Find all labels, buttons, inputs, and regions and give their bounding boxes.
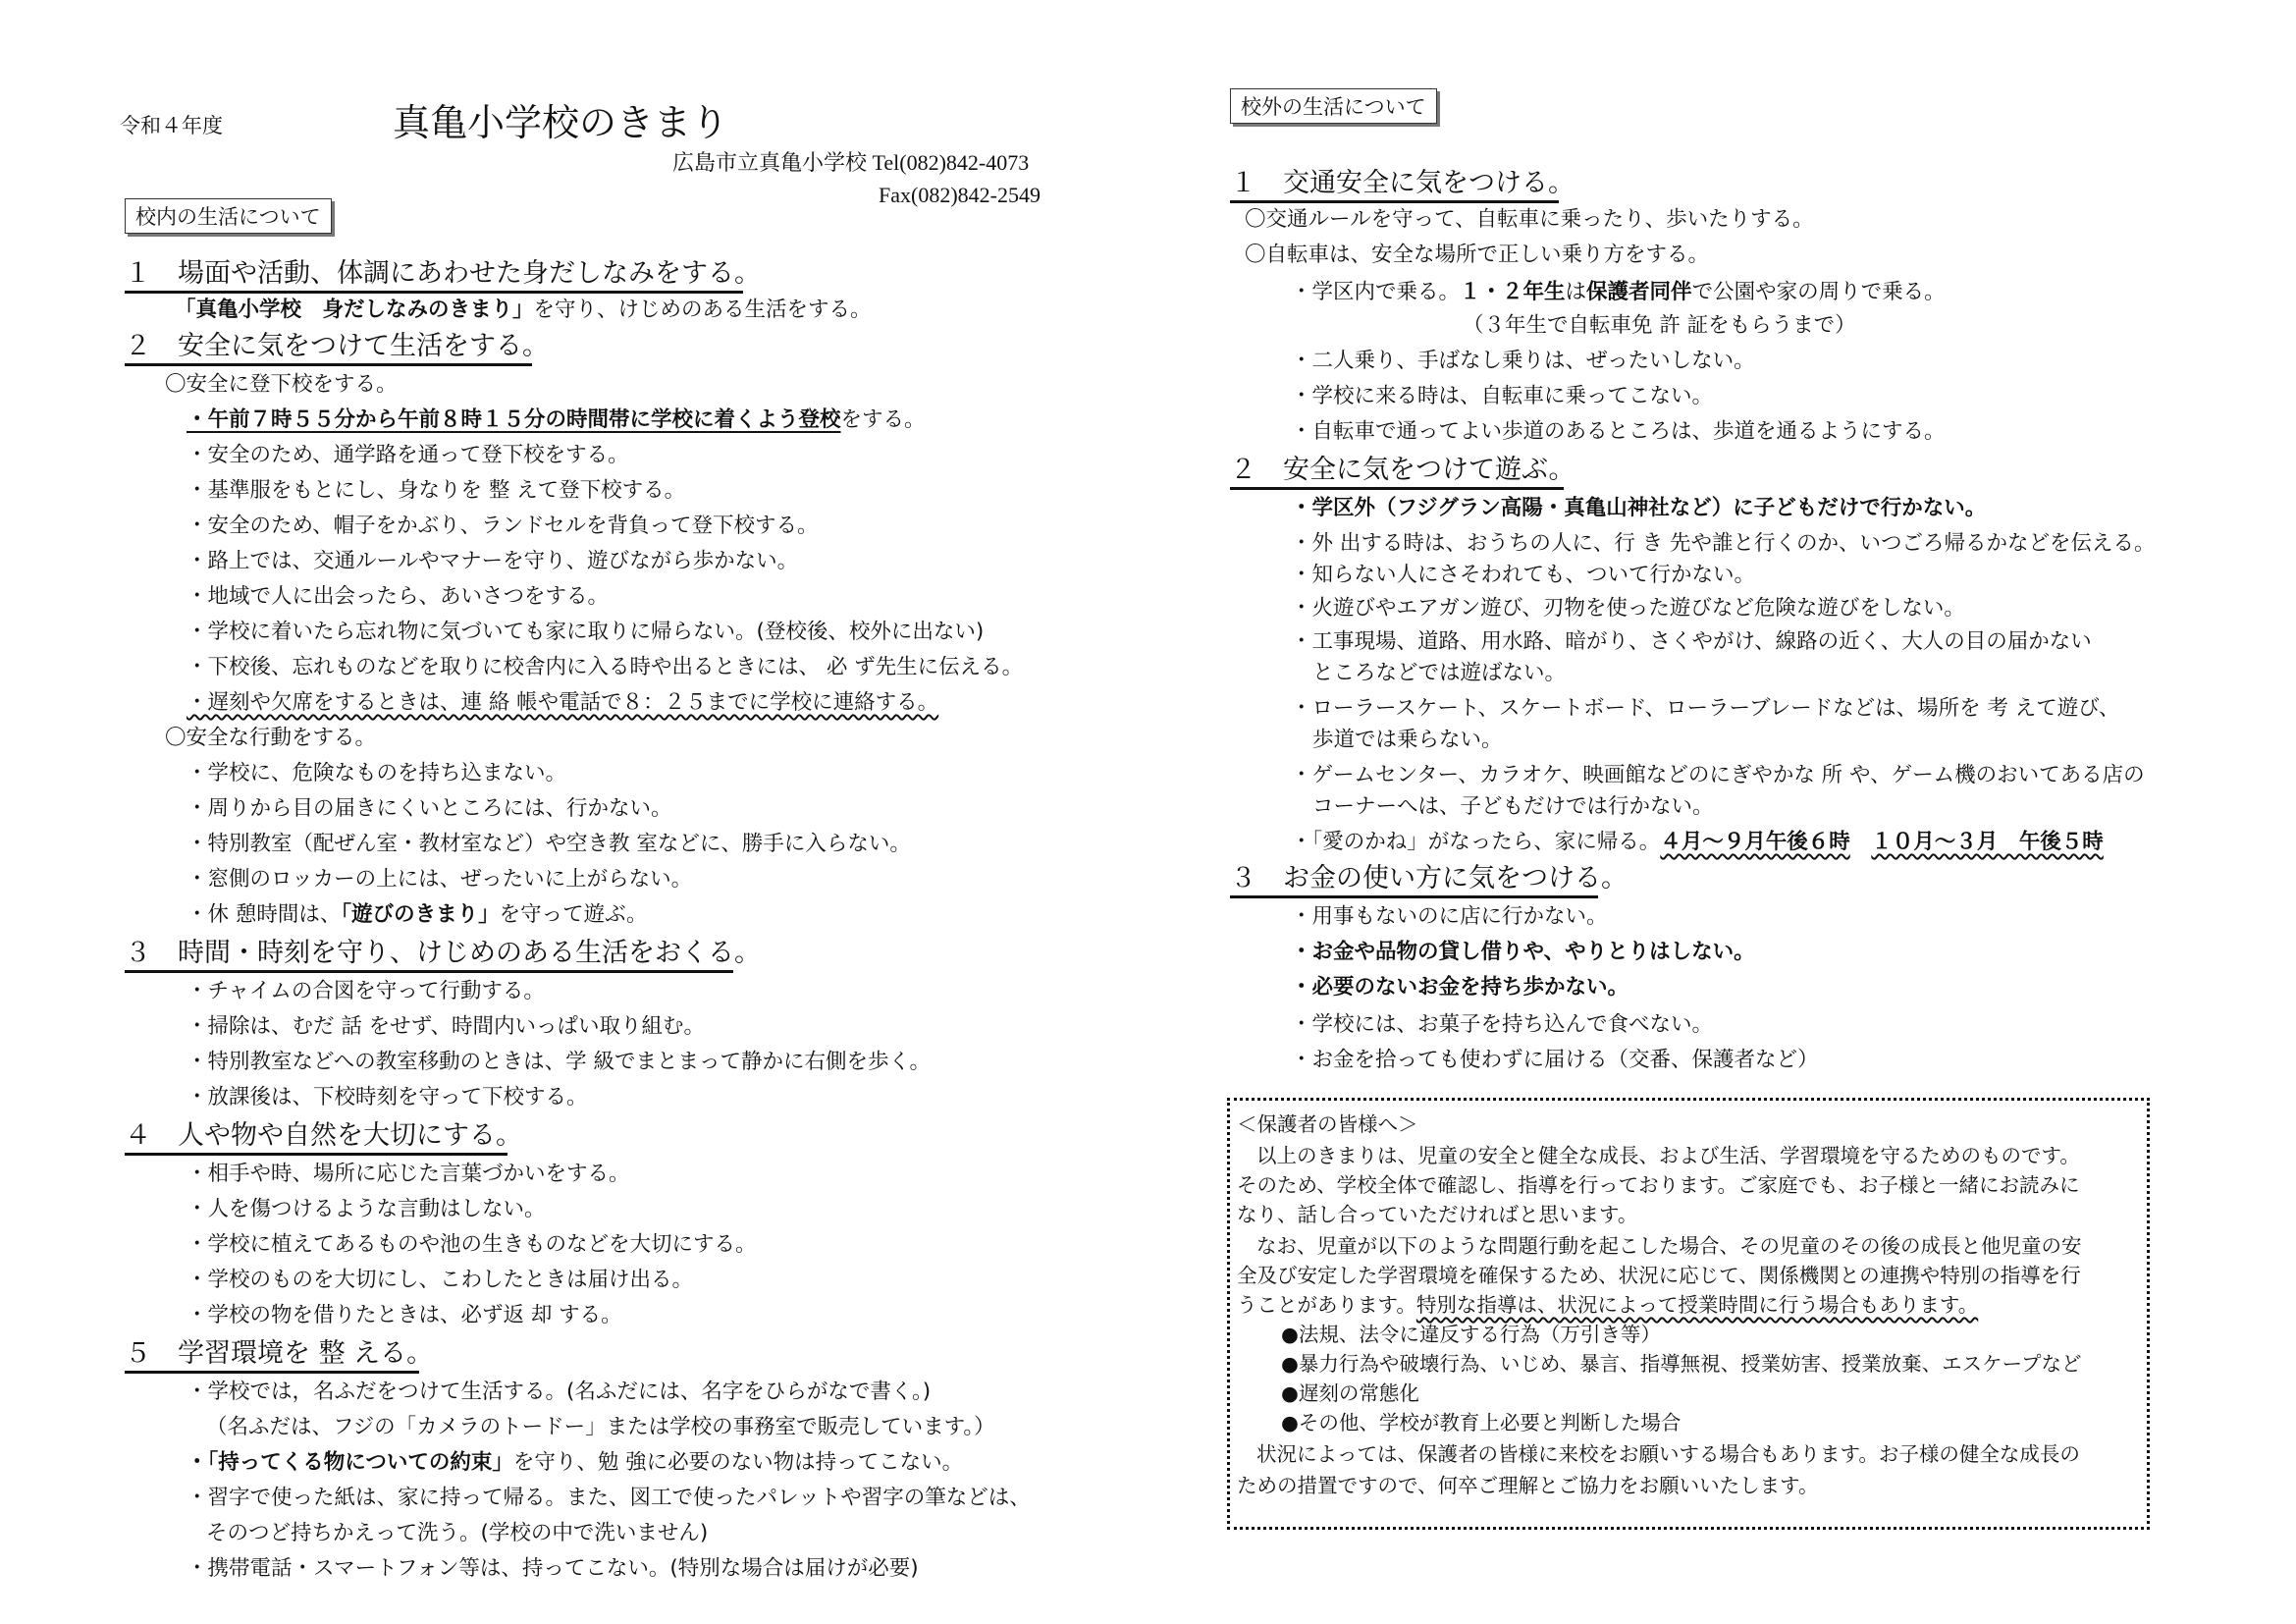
notice-line xyxy=(1237,1288,1978,1318)
section-label-school-life: 校内の生活について xyxy=(125,198,332,234)
heading-safety: ２ 安全に気をつけて生活をする。 xyxy=(125,324,532,366)
list-item: ところなどでは遊ばない。 xyxy=(1312,661,1567,685)
notice-line: ための措置ですので、何卒ご理解とご協力をお願いいたします。 xyxy=(1237,1474,1819,1497)
list-item: ・必要のないお金を持ち歩かない。 xyxy=(1291,975,1629,1000)
notice-line: なり、話し合っていただければと思います。 xyxy=(1237,1203,1638,1226)
list-item: ・学校には、お菓子を持ち込んで食べない。 xyxy=(1291,1012,1714,1037)
heading-learning-env: ５ 学習環境を 整 える。 xyxy=(125,1331,419,1374)
list-item: ・人を傷つけるような言動はしない。 xyxy=(187,1197,546,1221)
break-time-rest: を守って遊ぶ。 xyxy=(499,902,648,927)
bring-items-rest: を守り、勉 強に必要のない物は持ってこない。 xyxy=(512,1450,964,1475)
notice-line: 以上のきまりは、児童の安全と健全な成長、および生活、学習環境を守るためのものです。 xyxy=(1256,1144,2080,1167)
notice-bullet: ●その他、学校が教育上必要と判断した場合 xyxy=(1281,1411,1682,1435)
heading-respect: ４ 人や物や自然を大切にする。 xyxy=(125,1113,507,1156)
page-title: 真亀小学校のきまり xyxy=(393,101,729,144)
heading-appearance: １ 場面や活動、体調にあわせた身だしなみをする。 xyxy=(125,251,743,294)
list-item: ・学校のものを大切にし、こわしたときは届け出る。 xyxy=(187,1268,694,1292)
list-item: ・地域で人に出会ったら、あいさつをする。 xyxy=(187,584,610,609)
list-item: ・学校では，名ふだをつけて生活する。(名ふだには、名字をひらがなで書く。) xyxy=(187,1380,932,1404)
commute-time-rule: ・午前７時５５分から午前８時１５分の時間帯に学校に着くよう登校 xyxy=(187,407,841,432)
year-label: 令和４年度 xyxy=(120,114,223,137)
list-item: ・特別教室（配ぜん室・教材室など）や空き教 室などに、勝手に入らない。 xyxy=(187,832,911,856)
sub-safe-action: 〇安全な行動をする。 xyxy=(165,726,377,750)
notice-line: そのため、学校全体で確認し、指導を行っております。ご家庭でも、お子様と一緒にお読みに xyxy=(1237,1173,2080,1197)
list-item: （名ふだは、フジの「カメラのトードー」または学校の事務室で販売しています。） xyxy=(206,1415,995,1439)
sub-commute: 〇安全に登下校をする。 xyxy=(165,372,398,397)
bell-summer-time: ４月～９月午後６時 xyxy=(1660,830,1850,854)
notice-special-lead: うことがあります。 xyxy=(1237,1293,1416,1317)
appearance-rule-text: を守り、けじめのある生活をする。 xyxy=(533,298,872,322)
school-fax: Fax(082)842-2549 xyxy=(879,183,1041,207)
list-item: ・知らない人にさそわれても、ついて行かない。 xyxy=(1291,563,1756,587)
bike-place-text: で公園や家の周りで乗る。 xyxy=(1691,280,1946,304)
bike-particle: は xyxy=(1565,280,1587,304)
list-item: ・窓側のロッカーの上には、ぜったいに上がらない。 xyxy=(187,867,693,892)
list-item: 〇交通ルールを守って、自転車に乗ったり、歩いたりする。 xyxy=(1245,207,1814,232)
list-item: ・掃除は、むだ 話 をせず、時間内いっぱい取り組む。 xyxy=(187,1014,705,1039)
list-item: そのつど持ちかえって洗う。(学校の中で洗いません) xyxy=(206,1521,709,1545)
notice-bullet: ●暴力行為や破壊行為、いじめ、暴言、指導無視、授業妨害、授業放棄、エスケープなど xyxy=(1281,1352,2082,1376)
list-item: ・学校に着いたら忘れ物に気づいても家に取りに帰らない。(登校後、校外に出ない) xyxy=(187,620,985,644)
bike-grade-text: １・２年生 xyxy=(1460,280,1566,304)
list-item: ・基準服をもとにし、身なりを 整 えて登下校する。 xyxy=(187,478,686,503)
list-item: ・放課後は、下校時刻を守って下校する。 xyxy=(187,1085,588,1110)
notice-line: 状況によっては、保護者の皆様に来校をお願いする場合もあります。お子様の健全な成長の xyxy=(1256,1442,2080,1466)
list-item xyxy=(187,1445,963,1476)
list-item: ・二人乗り、手ばなし乗りは、ぜったいしない。 xyxy=(1291,349,1755,373)
bike-area-text: ・学区内で乗る。 xyxy=(1291,280,1461,304)
play-rules-title: 「遊びのきまり」 xyxy=(341,902,500,927)
list-item: コーナーへは、子どもだけでは行かない。 xyxy=(1312,794,1714,819)
heading-safe-play: ２ 安全に気をつけて遊ぶ。 xyxy=(1230,448,1564,490)
bring-items-title: ・「持ってくる物についての約束」 xyxy=(187,1450,513,1475)
heading-money: ３ お金の使い方に気をつける。 xyxy=(1230,856,1598,898)
list-item xyxy=(1291,825,2104,855)
section-label-outside-life: 校外の生活について xyxy=(1230,88,1437,124)
list-item: ・学校に来る時は、自転車に乗ってこない。 xyxy=(1291,384,1714,408)
notice-line: なお、児童が以下のような問題行動を起こした場合、その児童のその後の成長と他児童の安 xyxy=(1256,1234,2082,1258)
list-item: ・用事もないのに店に行かない。 xyxy=(1291,904,1608,929)
list-item: ・特別教室などへの教室移動のときは、学 級でまとまって静かに右側を歩く。 xyxy=(187,1050,932,1074)
list-item: ・学校に植えてあるものや池の生きものなどを大切にする。 xyxy=(187,1232,757,1257)
list-item: ・お金や品物の貸し借りや、やりとりはしない。 xyxy=(1291,940,1755,964)
list-item: ・学校の物を借りたときは、必ず返 却 する。 xyxy=(187,1303,622,1327)
list-item xyxy=(187,897,648,928)
notice-bullet: ●法規、法令に違反する行為（万引き等） xyxy=(1281,1323,1661,1346)
bike-guardian-text: 保護者同伴 xyxy=(1586,280,1692,304)
list-item: ・工事現場、道路、用水路、暗がり、さくやがけ、線路の近く、大人の目の届かない xyxy=(1291,629,2092,654)
list-item-absence: ・遅刻や欠席をするときは、連 絡 帳や電話で８：２５までに学校に連絡する。 xyxy=(187,690,939,715)
list-item: ・自転車で通ってよい歩道のあるところは、歩道を通るようにする。 xyxy=(1291,419,1946,444)
notice-line: 全及び安定した学習環境を確保するため、状況に応じて、関係機関との連携や特別の指導を行 xyxy=(1237,1264,2081,1287)
appearance-rule-title: 「真亀小学校 身だしなみのきまり」 xyxy=(175,298,534,322)
list-item: ・ローラースケート、スケートボード、ローラーブレードなどは、場所を 考 えて遊び、 xyxy=(1291,696,2120,721)
notice-bullet: ●遅刻の常態化 xyxy=(1281,1381,1419,1405)
list-item: ・周りから目の届きにくいところには、行かない。 xyxy=(187,796,672,821)
notice-special-guidance: 特別な指導は、状況によって授業時間に行う場合もあります。 xyxy=(1415,1293,1979,1317)
list-item: 〇自転車は、安全な場所で正しい乗り方をする。 xyxy=(1245,243,1710,267)
list-item: ・習字で使った紙は、家に持って帰る。また、図工で使ったパレットや習字の筆などは、 xyxy=(187,1486,1031,1510)
commute-time-rest: をする。 xyxy=(840,407,926,432)
list-item: 歩道では乗らない。 xyxy=(1312,728,1503,752)
list-item xyxy=(187,403,926,433)
list-item: （３年生で自転車免 許 証をもらうまで） xyxy=(1463,313,1856,338)
list-item: ・チャイムの合図を守って行動する。 xyxy=(187,979,545,1003)
rule-appearance xyxy=(175,293,872,323)
heading-time: ３ 時間・時刻を守り、けじめのある生活をおくる。 xyxy=(125,931,733,973)
list-item: ・相手や時、場所に応じた言葉づかいをする。 xyxy=(187,1162,630,1186)
break-time-text: ・休 憩時間は、 xyxy=(187,902,342,927)
list-item: ・学校に、危険なものを持ち込まない。 xyxy=(187,761,567,785)
list-item: ・下校後、忘れものなどを取りに校舎内に入る時や出るときには、 必 ず先生に伝える。 xyxy=(187,655,1024,679)
list-item: ・携帯電話・スマートフォン等は、持ってこない。(特別な場合は届けが必要) xyxy=(187,1556,919,1581)
list-item xyxy=(1291,275,1946,305)
list-item: ・ゲームセンター、カラオケ、映画館などのにぎやかな 所 や、ゲーム機のおいてある店の xyxy=(1291,763,2145,787)
heading-traffic: １ 交通安全に気をつける。 xyxy=(1230,161,1559,203)
list-item: ・路上では、交通ルールやマナーを守り、遊びながら歩かない。 xyxy=(187,549,799,573)
notice-title: ＜保護者の皆様へ＞ xyxy=(1237,1112,1418,1136)
list-item: ・お金を拾っても使わずに届ける（交番、保護者など） xyxy=(1291,1048,1819,1072)
list-item: ・学区外（フジグラン高陽・真亀山神社など）に子どもだけで行かない。 xyxy=(1291,496,1987,520)
list-item: ・外 出する時は、おうちの人に、行 き 先や誰と行くのか、いつごろ帰るかなどを伝える。 xyxy=(1291,531,2156,556)
school-tel: 広島市立真亀小学校 Tel(082)842-4073 xyxy=(672,150,1030,175)
list-item: ・火遊びやエアガン遊び、刃物を使った遊びなど危険な遊びをしない。 xyxy=(1291,596,1965,621)
bell-winter-time: １０月～３月 午後５時 xyxy=(1871,830,2104,854)
list-item: ・安全のため、通学路を通って登下校をする。 xyxy=(187,443,629,467)
bell-text: ・「愛のかね」がなったら、家に帰る。 xyxy=(1291,830,1661,854)
list-item: ・安全のため、帽子をかぶり、ランドセルを背負って登下校する。 xyxy=(187,514,819,538)
